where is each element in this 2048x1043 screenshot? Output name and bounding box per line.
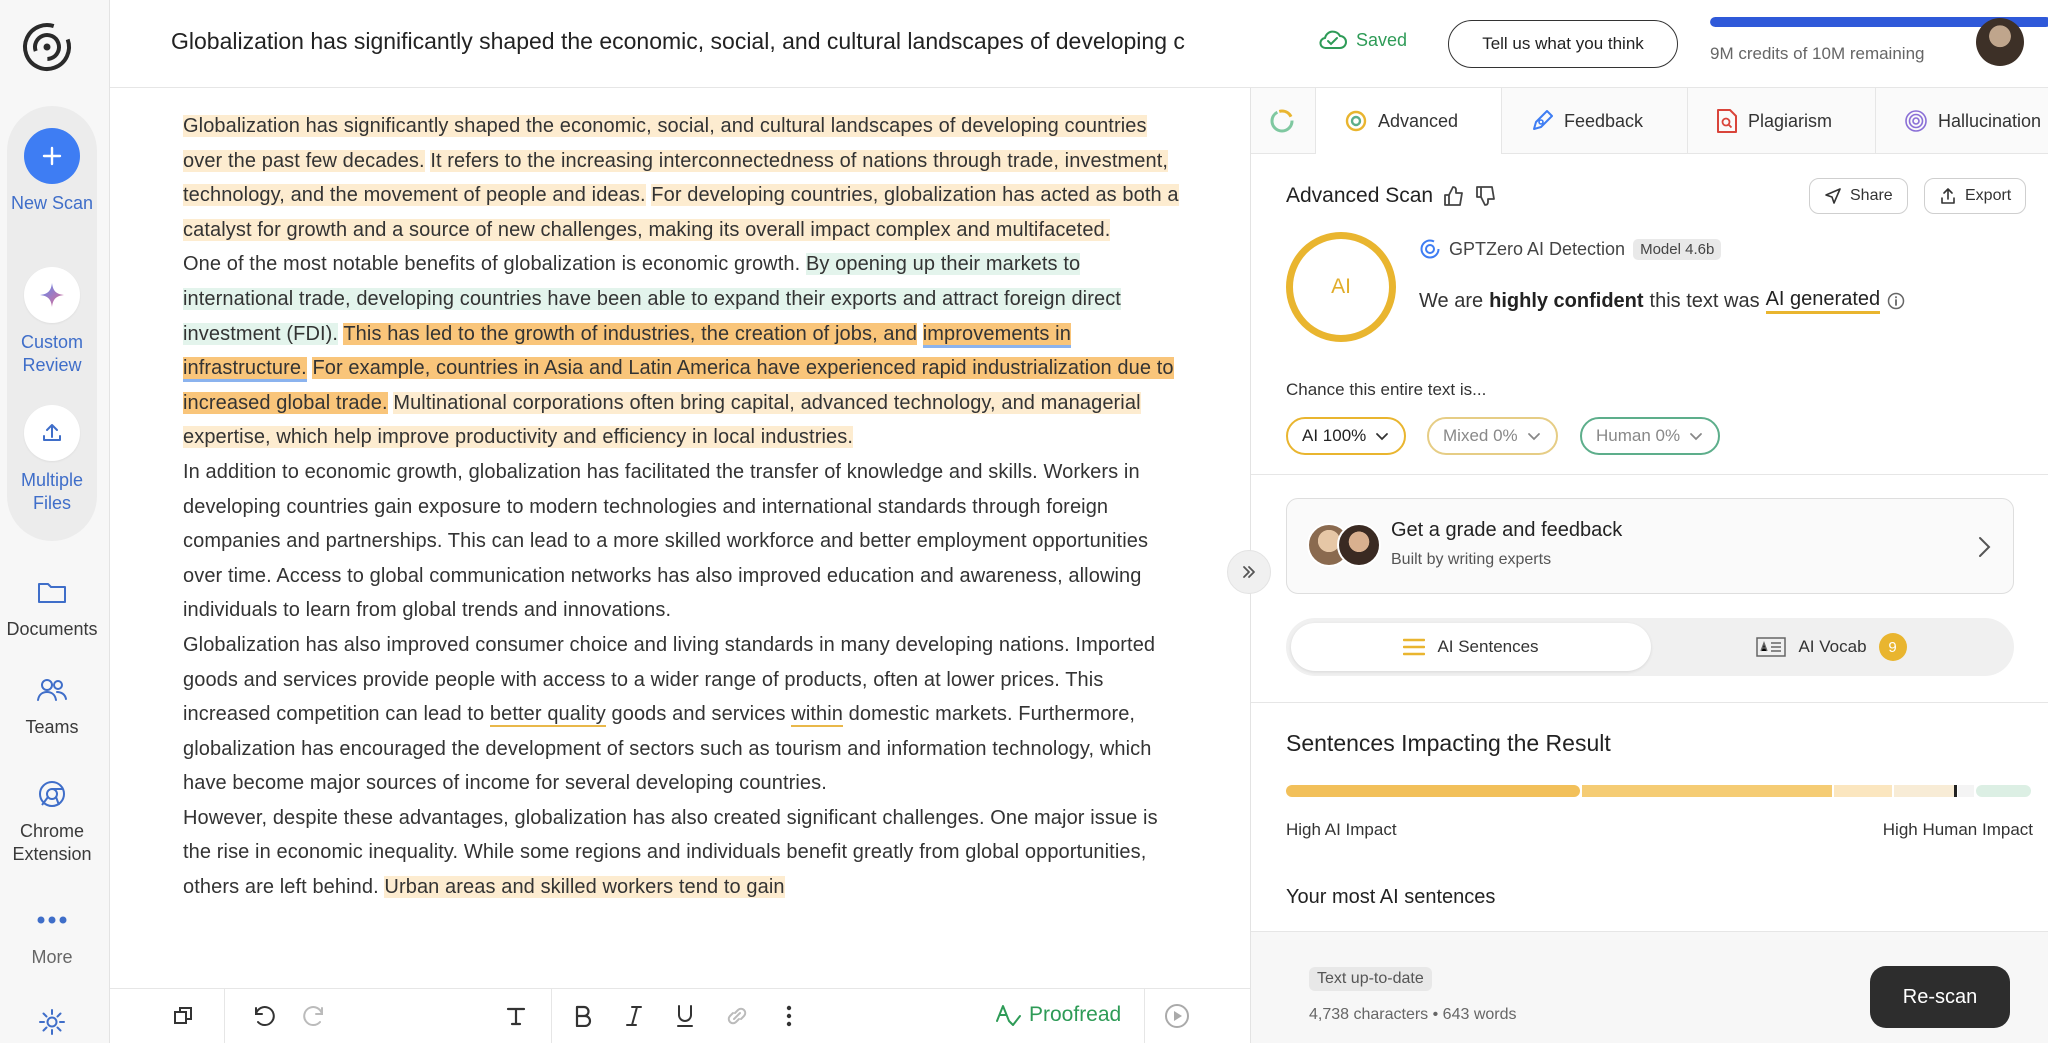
mixed-percentage-chip[interactable] (1427, 417, 1558, 455)
nav-more[interactable] (0, 902, 104, 969)
underline-icon (675, 1004, 695, 1028)
tab-plagiarism[interactable] (1688, 88, 1876, 154)
more-vertical-icon (786, 1005, 792, 1027)
ai-sentences-label: AI Sentences (1437, 637, 1539, 656)
chrome-icon (0, 776, 104, 812)
chevron-down-icon (1526, 428, 1542, 444)
verdict-text (1419, 288, 1906, 314)
collapse-panel-button[interactable] (1227, 550, 1271, 594)
sentence: One of the most notable benefits of globalization is economic growth. (183, 253, 801, 276)
export-button[interactable] (1924, 178, 2026, 214)
vocab-flag[interactable]: better quality (489, 703, 606, 726)
send-icon (1824, 187, 1842, 205)
user-avatar[interactable] (1976, 18, 2024, 66)
custom-review-label: Custom Review (20, 332, 83, 375)
ai-sentence-strong[interactable]: This has led to the growth of industries, the creation of jobs, and (343, 322, 918, 345)
ai-sentence[interactable]: For developing countries, globalization has acted as both a catalyst for growth and a source of new challenges, making its overall impact complex and multifaceted. (183, 184, 1179, 241)
copy-icon (172, 1005, 194, 1027)
chevron-right-icon (1977, 535, 1991, 559)
chance-label: Chance this entire text is... (1286, 380, 1487, 399)
gptzero-logo-icon (1419, 238, 1441, 260)
text-run: However, despite these advantages, globalization has also created significant challenges. One major issue is the rise in economic inequality. While some regions and individuals benefit greatly from global opportunities, others are left behind. (183, 806, 1158, 899)
text-run: goods and services (605, 703, 792, 726)
share-button[interactable] (1809, 178, 1908, 214)
italic-icon (624, 1005, 644, 1027)
text-style-button[interactable] (499, 999, 533, 1033)
vocab-count-badge: 9 (1879, 633, 1907, 661)
bold-button[interactable] (566, 999, 600, 1033)
impact-bar (1286, 785, 2031, 797)
advanced-scan-icon (1344, 109, 1368, 133)
play-icon (1164, 1003, 1190, 1029)
rescan-button[interactable]: Re-scan (1870, 966, 2010, 1028)
verdict-confidence: highly confident (1489, 289, 1644, 312)
export-icon (1939, 187, 1957, 205)
impact-marker (1954, 785, 1957, 797)
ai-sentences-toggle[interactable] (1291, 623, 1651, 671)
credits-remaining: 9M credits of 10M remaining (1710, 44, 1925, 63)
ai-sentence[interactable]: Multinational corporations often bring capital, advanced technology, and managerial expertise, which help improve productivity and efficiency in local industries. (183, 391, 1141, 449)
impact-high-label: High Human Impact (1882, 820, 2033, 839)
pen-icon (1530, 109, 1554, 133)
ai-vocab-label: AI Vocab (1798, 637, 1867, 656)
text-run: domestic markets. Furthermore, globalization has encouraged the development of sectors such as tourism and information technology, which have become major sources of income for several developing countries. (183, 703, 1152, 795)
redo-icon (302, 1004, 328, 1028)
word-count: 4,738 characters • 643 words (1309, 1006, 1517, 1023)
chevron-down-icon (1374, 428, 1390, 444)
bold-icon (573, 1005, 593, 1027)
saved-label: Saved (1356, 29, 1408, 50)
text-run: Globalization has also improved consumer choice and living standards in many developing nations. Imported goods and services provide people with access to a wider range of products, often at lower prices. This increased competition can lead to (183, 633, 1156, 726)
tab-plagiarism-label: Plagiarism (1748, 110, 1833, 131)
more-options-button[interactable] (772, 999, 806, 1033)
advanced-scan-title: Advanced Scan (1286, 184, 1434, 207)
nav-chrome-extension-label: Chrome Extension (12, 821, 92, 864)
upload-icon (24, 405, 80, 461)
toolbar-divider (224, 989, 225, 1043)
verdict-part: We are (1419, 289, 1484, 312)
impact-segment (1976, 785, 2031, 797)
grade-subtitle: Built by writing experts (1391, 551, 1552, 568)
tell-us-feedback-button[interactable]: Tell us what you think (1448, 20, 1678, 68)
saved-status (1318, 29, 1407, 51)
view-toggle (1286, 618, 2014, 676)
grade-title: Get a grade and feedback (1391, 519, 1623, 541)
info-icon[interactable] (1886, 291, 1906, 311)
analysis-panel (1250, 88, 2048, 1043)
impact-title: Sentences Impacting the Result (1286, 730, 1611, 756)
section-divider (1251, 702, 2048, 703)
multiple-files-label: Multiple Files (20, 470, 84, 513)
thumbs-up-icon[interactable] (1443, 185, 1465, 207)
share-label: Share (1850, 187, 1893, 204)
human-percentage-chip[interactable] (1580, 417, 1720, 455)
left-sidebar (0, 0, 110, 1043)
status-badge: Text up-to-date (1309, 967, 1432, 991)
spinner-icon (1269, 108, 1295, 134)
panel-tabs (1251, 88, 2048, 154)
ai-percentage-chip[interactable] (1286, 417, 1406, 455)
more-dots-icon (0, 902, 104, 938)
link-button[interactable] (720, 999, 754, 1033)
editor-fade (110, 928, 1250, 988)
ai-sentence-strong[interactable]: improvements in infrastructure. (183, 323, 1071, 383)
vocab-flag[interactable]: within (791, 703, 844, 726)
panel-footer (1251, 931, 2048, 1043)
mixed-chip-label: Mixed 0% (1443, 426, 1518, 445)
impact-segment (1958, 785, 1974, 797)
tab-feedback[interactable] (1502, 88, 1688, 154)
ai-sentence[interactable]: It refers to the increasing interconnectedness of nations through trade, investment, technology, and the movement of people and ideas. (183, 149, 1169, 207)
settings-button[interactable] (0, 1004, 104, 1040)
folder-icon (0, 574, 104, 610)
copy-button[interactable] (166, 999, 200, 1033)
editor-toolbar (110, 988, 1250, 1043)
paragraph (183, 247, 1183, 455)
fingerprint-icon (1904, 109, 1928, 133)
human-chip-label: Human 0% (1596, 426, 1681, 445)
nav-documents-label: Documents (6, 619, 98, 639)
nav-chrome-extension[interactable] (0, 776, 104, 866)
redo-button[interactable] (298, 999, 332, 1033)
play-button[interactable] (1160, 999, 1194, 1033)
impact-segment (1894, 785, 1954, 797)
tab-hallucination[interactable] (1876, 88, 2048, 154)
app-logo-icon[interactable] (20, 20, 74, 74)
nav-teams[interactable] (0, 672, 104, 739)
impact-segment (1582, 785, 1832, 797)
cloud-check-icon (1318, 29, 1348, 51)
new-scan-button[interactable] (7, 128, 97, 215)
vocab-card-icon (1756, 637, 1786, 657)
expert-avatar (1337, 523, 1381, 567)
top-bar (110, 0, 2048, 88)
gear-icon (0, 1004, 104, 1040)
tab-advanced-label: Advanced (1378, 110, 1459, 131)
detector-name: GPTZero AI Detection (1449, 238, 1626, 259)
section-divider (1251, 474, 2048, 475)
human-sentence[interactable]: By opening up their markets to international trade, developing countries have been able to expand their exports and attract foreign direct investment (FDI). (183, 253, 1121, 345)
undo-icon (250, 1004, 276, 1028)
impact-segment (1286, 785, 1580, 797)
tab-loading[interactable] (1251, 88, 1316, 154)
thumbs-down-icon[interactable] (1475, 185, 1497, 207)
new-scan-label: New Scan (10, 193, 94, 213)
tab-advanced[interactable] (1316, 88, 1502, 154)
undo-button[interactable] (246, 999, 280, 1033)
document-search-icon (1716, 108, 1738, 134)
tab-feedback-label: Feedback (1564, 110, 1644, 131)
ai-score-ring: AI (1286, 232, 1396, 342)
users-icon (0, 672, 104, 708)
nav-teams-label: Teams (25, 717, 79, 737)
italic-button[interactable] (617, 999, 651, 1033)
verdict-result: AI generated (1766, 288, 1881, 314)
chevron-down-icon (1688, 428, 1704, 444)
proofread-label: Proofread (1029, 1003, 1122, 1026)
custom-review-button[interactable] (7, 267, 97, 377)
multiple-files-button[interactable] (7, 405, 97, 515)
detector-info (1419, 238, 1721, 260)
advanced-scan-heading (1286, 184, 1497, 208)
ai-chip-label: AI 100% (1302, 426, 1367, 445)
document-editor[interactable] (110, 88, 1250, 988)
plus-icon (24, 128, 80, 184)
ai-sentence[interactable]: Urban areas and skilled workers tend to gain (384, 876, 785, 899)
impact-low-label: High AI Impact (1286, 820, 1397, 839)
underline-button[interactable] (668, 999, 702, 1033)
most-ai-sentences-heading: Your most AI sentences (1286, 886, 1496, 908)
text-style-icon (505, 1005, 527, 1027)
tab-hallucination-label: Hallucination (1938, 110, 2042, 131)
export-label: Export (1965, 187, 2012, 204)
toolbar-divider (551, 989, 552, 1043)
ai-sentence[interactable]: Globalization has significantly shaped the economic, social, and cultural landscapes of developing countries over the past few decades. (183, 115, 1147, 172)
paragraph (183, 628, 1183, 801)
impact-segment (1834, 785, 1892, 797)
link-icon (724, 1005, 750, 1027)
proofread-icon (995, 1003, 1021, 1027)
ai-vocab-toggle[interactable] (1654, 623, 2009, 671)
nav-more-label: More (31, 947, 73, 967)
paragraph (183, 109, 1183, 247)
verdict-part: this text was (1649, 289, 1760, 312)
ai-sentence-strong[interactable]: For example, countries in Asia and Latin America have experienced rapid industrialization due to increased global trade. (183, 357, 1174, 414)
grade-feedback-card[interactable] (1286, 498, 2014, 594)
nav-documents[interactable] (0, 574, 104, 641)
paragraph (183, 801, 1183, 905)
toolbar-divider (1144, 989, 1145, 1043)
paragraph: In addition to economic growth, globalization has facilitated the transfer of knowledge and skills. Workers in developing countries gain exposure to modern technologies and international standards through foreign companies and partnerships. This can lead to a more skilled workforce and better employment opportunities over time. Access to global communication networks has also improved education and awareness, allowing individuals to learn from global trends and innovations. (183, 460, 1149, 622)
editor-text-area[interactable] (183, 109, 1183, 905)
list-icon (1403, 638, 1425, 656)
document-title[interactable]: Globalization has significantly shaped the economic, social, and cultural landscapes of developing c (171, 28, 1185, 54)
sparkle-icon (24, 267, 80, 323)
model-badge: Model 4.6b (1633, 239, 1721, 260)
proofread-button[interactable] (995, 1003, 1121, 1027)
double-chevron-right-icon (1240, 563, 1258, 581)
